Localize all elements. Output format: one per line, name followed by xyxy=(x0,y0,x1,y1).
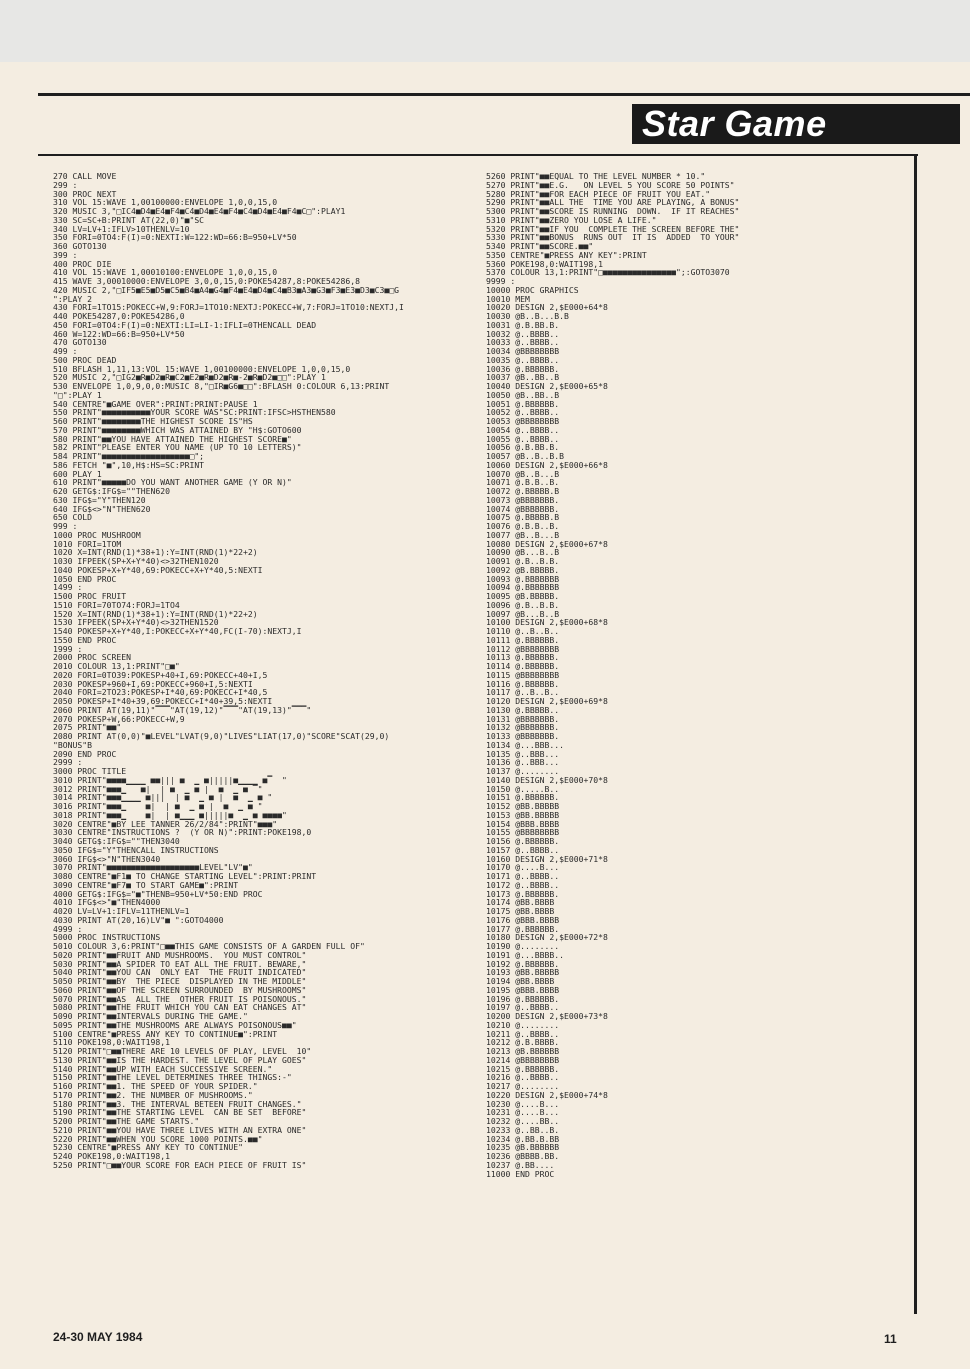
program-listing-right-column: 5260 PRINT"■■EQUAL TO THE LEVEL NUMBER * 10." 5270 PRINT"■■E.G. ON LEVEL 5 YOU SCORE 50 POINTS" 5280 PRINT"■■FOR EACH PIECE OF FRUIT YOU EAT." 5290 PRINT"■■ALL THE TIME YOU ARE PLAYING, A BONUS" 5300 PRINT"■■SCORE IS RUNNING DOWN. IF IT REACHES" 5310 PRINT"■■ZERO YOU LOSE A LIFE." 5320 PRINT"■■IF YOU COMPLETE THE SCREEN BEFORE THE" 5330 PRINT"■■BONUS RUNS OUT IT IS ADDED TO YOUR" 5340 PRINT"■■SCORE.■■" 5350 CENTRE"■PRESS ANY KEY":PRINT 5360 POKE198,0:WAIT198,1 5370 COLOUR 13,1:PRINT"□■■■■■■■■■■■■■■■";:GOTO3070 9999 : 10000 PROC GRAPHICS 10010 MEM 10020 DESIGN 2,$E000+64*8 10030 @B..B...B.B 10031 @.B.BB.B. 10032 @..BBBB.. 10033 @..BBBB.. 10034 @BBBBBBBB 10035 @..BBBB.. 10036 @.BBBBBB. 10037 @B..BB..B 10040 DESIGN 2,$E000+65*8 10050 @B..BB..B 10051 @.BBBBBB. 10052 @..BBBB.. 10053 @BBBBBBBB 10054 @..BBBB.. 10055 @..BBBB.. 10056 @.B.BB.B. 10057 @B..B..B.B 10060 DESIGN 2,$E000+66*8 10070 @B..B...B 10071 @.B.B..B. 10072 @.BBBBB.B 10073 @BBBBBBB. 10074 @BBBBBBB. 10075 @.BBBBB.B 10076 @.B.B..B. 10077 @B..B...B 10080 DESIGN 2,$E000+67*8 10090 @B...B..B 10091 @.B..B.B. 10092 @B.BBBBB. 10093 @.BBBBBBB 10094 @.BBBBBBB 10095 @B.BBBBB. 10096 @.B..B.B. 10097 @B...B..B 10100 DESIGN 2,$E000+68*8 10110 @..B..B.. 10111 @.BBBBBB. 10112 @BBBBBBBB 10113 @.BBBBBB. 10114 @.BBBBBB. 10115 @BBBBBBBB 10116 @.BBBBBB. 10117 @..B..B.. 10120 DESIGN 2,$E000+69*8 10130 @.BBBBB.. 10131 @BBBBBBB. 10132 @BBBBBBB. 10133 @BBBBBBB. 10134 @...BBB... 10135 @..BBB... 10136 @..BBB... 10137 @........ 10140 DESIGN 2,$E000+70*8 10150 @.....B.. 10151 @.BBBBBB. 10152 @BB.BBBBB 10153 @BB.BBBBB 10154 @BBB.BBBB 10155 @BBBBBBBB 10156 @.BBBBBB. 10157 @..BBBB.. 10160 DESIGN 2,$E000+71*8 10170 @....B... 10171 @..BBBB.. 10172 @..BBBB.. 10173 @.BBBBBB. 10174 @BB.BBBB 10175 @BB.BBBB 10176 @BBB.BBBB 10177 @.BBBBBB. 10180 DESIGN 2,$E000+72*8 10190 @........ 10191 @...BBBB.. 10192 @.BBBBBB. 10193 @BB.BBBBB 10194 @BB.BBBB 10195 @BBB.BBBB 10196 @.BBBBBB. 10197 @..BBBB.. 10200 DESIGN 2,$E000+73*8 10210 @........ 10211 @..BBBB.. 10212 @.B.BBBB. 10213 @B.BBBBBB 10214 @BBBBBBBB 10215 @.BBBBBB. 10216 @..BBBB.. 10217 @........ 10220 DESIGN 2,$E000+74*8 10230 @....B... 10231 @....B... 10232 @....BB.. 10233 @..BB..B. 10234 @.BB.B.BB 10235 @B.BBBBBB 10236 @BBBB.BB. 10237 @.BB.... 11000 END PROC xyxy=(486,171,740,1179)
listing-frame-right xyxy=(914,154,917,1314)
listing-frame-top xyxy=(38,154,918,156)
header-rule xyxy=(38,93,970,96)
issue-date: 24-30 MAY 1984 xyxy=(53,1330,143,1344)
page-number: 11 xyxy=(884,1332,897,1346)
program-listing-left-column: 270 CALL MOVE 299 : 300 PROC NEXT 310 VOL 15:WAVE 1,00100000:ENVELOPE 1,0,0,15,0 320 MUSIC 3,"□IC4■D4■E4■F4■C4■D4■E4■F4■C4■D4■E4■F4■C□":PLAY1 330 SC=SC+B:PRINT AT(22,0)"■"SC 340 LV=LV+1:IFLV>10THENLV=10 350 FORI=0TO4:F(I)=0:NEXTI:W=122:WD=66:B=950+LV*50 360 GOTO130 399 : 400 PROC DIE 410 VOL 15:WAVE 1,00010100:ENVELOPE 1,0,0,15,0 415 WAVE 3,00010000:ENVELOPE 3,0,0,15,0:POKE54287,8:POKE54286,8 420 MUSIC 2,"□IF5■E5■D5■C5■B4■A4■G4■F4■E4■D4■C4■B3■A3■G3■F3■E3■D3■C3■□G ":PLAY 2 430 FORI=1TO15:POKECC+W,9:FORJ=1TO10:NEXTJ:POKECC+W,7:FORJ=1TO10:NEXTJ,I 440 POKE54287,0:POKE54286,0 450 FORI=0TO4:F(I)=0:NEXTI:LI=LI-1:IFLI=0THENCALL DEAD 460 W=122:WD=66:B=950+LV*50 470 GOTO130 499 : 500 PROC DEAD 510 BFLASH 1,11,13:VOL 15:WAVE 1,00100000:ENVELOPE 1,0,0,15,0 520 MUSIC 2,"□IG2■R■D2■R■C2■E2■R■D2■R■-2■R■D2■□□":PLAY 1 530 ENVELOPE 1,0,9,0,0:MUSIC 8,"□IR■G6■□□":BFLASH 0:COLOUR 6,13:PRINT "□":PLAY 1 540 CENTRE"■GAME OVER":PRINT:PRINT:PAUSE 1 550 PRINT"■■■■■■■■■■YOUR SCORE WAS"SC:PRINT:IFSC>HSTHEN580 560 PRINT"■■■■■■■■THE HIGHEST SCORE IS"HS 570 PRINT"■■■■■■■■WHICH WAS ATTAINED BY "H$:GOTO600 580 PRINT"■■YOU HAVE ATTAINED THE HIGHEST SCORE■" 582 PRINT"PLEASE ENTER YOU NAME (UP TO 10 LETTERS)" 584 PRINT"■■■■■■■■■■■■■■■■■■□"; 586 FETCH "■",10,H$:HS=SC:PRINT 600 PLAY 1 610 PRINT"■■■■■DO YOU WANT ANOTHER GAME (Y OR N)" 620 GETG$:IFG$=""THEN620 630 IFG$="Y"THEN120 640 IFG$<>"N"THEN620 650 COLD 999 : 1000 PROC MUSHROOM 1010 FORI=1TOM 1020 X=INT(RND(1)*38+1):Y=INT(RND(1)*22+2) 1030 IFPEEK(SP+X+Y*40)<>32THEN1020 1040 POKESP+X+Y*40,69:POKECC+X+Y*40,5:NEXTI 1050 END PROC 1499 : 1500 PROC FRUIT 1510 FORI=70TO74:FORJ=1TO4 1520 X=INT(RND(1)*38+1):Y=INT(RND(1)*22+2) 1530 IFPEEK(SP+X+Y*40)<>32THEN1520 1540 POKESP+X+Y*40,I:POKECC+X+Y*40,FC(I-70):NEXTJ,I 1550 END PROC 1999 : 2000 PROC SCREEN 2010 COLOUR 13,1:PRINT"□■" 2020 FORI=0TO39:POKESP+40+I,69:POKECC+40+I,5 2030 POKESP+960+I,69:POKECC+960+I,5:NEXTI 2040 FORI=2TO23:POKESP+I*40,69:POKECC+I*40,5 2050 POKESP+I*40+39,69:POKECC+I*40+39,5:NEXTI 2060 PRINT AT(19,11)"▔▔▔"AT(19,12)"▔▔▔"AT(19,13)"▔▔▔" 2070 POKESP+W,66:POKECC+W,9 2075 PRINT"■■" 2080 PRINT AT(0,0)"■LEVEL"LVAT(9,0)"LIVES"LIAT(17,0)"SCORE"SCAT(29,0) "BONUS"B 2090 END PROC 2999 : 3000 PROC TITLE 3010 PRINT"■■■■▁▁▁▁ ■■||| ■ ▁ ■|||||■▁▁▁▁ ■▔ " 3012 PRINT"■■■▁ ■| | ■ ▁ ■ | ■ ▁ ■ ▔" 3014 PRINT"■■■▁▁▁▁ ■||| | ■ ▁ ■ | ■ ▁ ■ " 3016 PRINT"■■■▁ ■| | ■ ▁ ■ | ■ ▁ ■ " 3018 PRINT"■■■▁ ■| | ■▁▁▁ ■|||||■ ▁ ■ ■■■■" 3020 CENTRE"■BY LEE TANNER 26/2/84":PRINT"■■■" 3030 CENTRE"INSTRUCTIONS ? (Y OR N)":PRINT:POKE198,0 3040 GETG$:IFG$=""THEN3040 3050 IFG$="Y"THENCALL INSTRUCTIONS 3060 IFG$<>"N"THEN3040 3070 PRINT"■■■■■■■■■■■■■■■■■■■LEVEL"LV"■" 3080 CENTRE"■F1■ TO CHANGE STARTING LEVEL":PRINT:PRINT 3090 CENTRE"■F7■ TO START GAME■":PRINT 4000 GETG$:IFG$="■"THENB=950+LV*50:END PROC 4010 IFG$<>"■"THEN4000 4020 LV=LV+1:IFLV=11THENLV=1 4030 PRINT AT(20,16)LV"■ ":GOTO4000 4999 : 5000 PROC INSTRUCTIONS 5010 COLOUR 3,6:PRINT"□■■THIS GAME CONSISTS OF A GARDEN FULL OF" 5020 PRINT"■■FRUIT AND MUSHROOMS. YOU MUST CONTROL" 5030 PRINT"■■A SPIDER TO EAT ALL THE FRUIT. BEWARE," 5040 PRINT"■■YOU CAN ONLY EAT THE FRUIT INDICATED" 5050 PRINT"■■BY THE PIECE DISPLAYED IN THE MIDDLE" 5060 PRINT"■■OF THE SCREEN SURROUNDED BY MUSHROOMS" 5070 PRINT"■■AS ALL THE OTHER FRUIT IS POISONOUS." 5080 PRINT"■■THE FRUIT WHICH YOU CAN EAT CHANGES AT" 5090 PRINT"■■INTERVALS DURING THE GAME." 5095 PRINT"■■THE MUSHROOMS ARE ALWAYS POISONOUS■■" 5100 CENTRE"■PRESS ANY KEY TO CONTINUE■":PRINT 5110 POKE198,0:WAIT198,1 5120 PRINT"□■■THERE ARE 10 LEVELS OF PLAY, LEVEL 10" 5130 PRINT"■■IS THE HARDEST. THE LEVEL OF PLAY GOES" 5140 PRINT"■■UP WITH EACH SUCCESSIVE SCREEN." 5150 PRINT"■■THE LEVEL DETERMINES THREE THINGS:-" 5160 PRINT"■■1. THE SPEED OF YOUR SPIDER." 5170 PRINT"■■2. THE NUMBER OF MUSHROOMS." 5180 PRINT"■■3. THE INTERVAL BETEEN FRUIT CHANGES." 5190 PRINT"■■THE STARTING LEVEL CAN BE SET BEFORE" 5200 PRINT"■■THE GAME STARTS." 5210 PRINT"■■YOU HAVE THREE LIVES WITH AN EXTRA ONE" 5220 PRINT"■■WHEN YOU SCORE 1000 POINTS.■■" 5230 CENTRE"■PRESS ANY KEY TO CONTINUE" 5240 POKE198,0:WAIT198,1 5250 PRINT"□■■YOUR SCORE FOR EACH PIECE OF FRUIT IS" xyxy=(53,171,404,1170)
page-top-margin xyxy=(0,0,970,62)
section-title-banner: Star Game xyxy=(632,104,960,144)
